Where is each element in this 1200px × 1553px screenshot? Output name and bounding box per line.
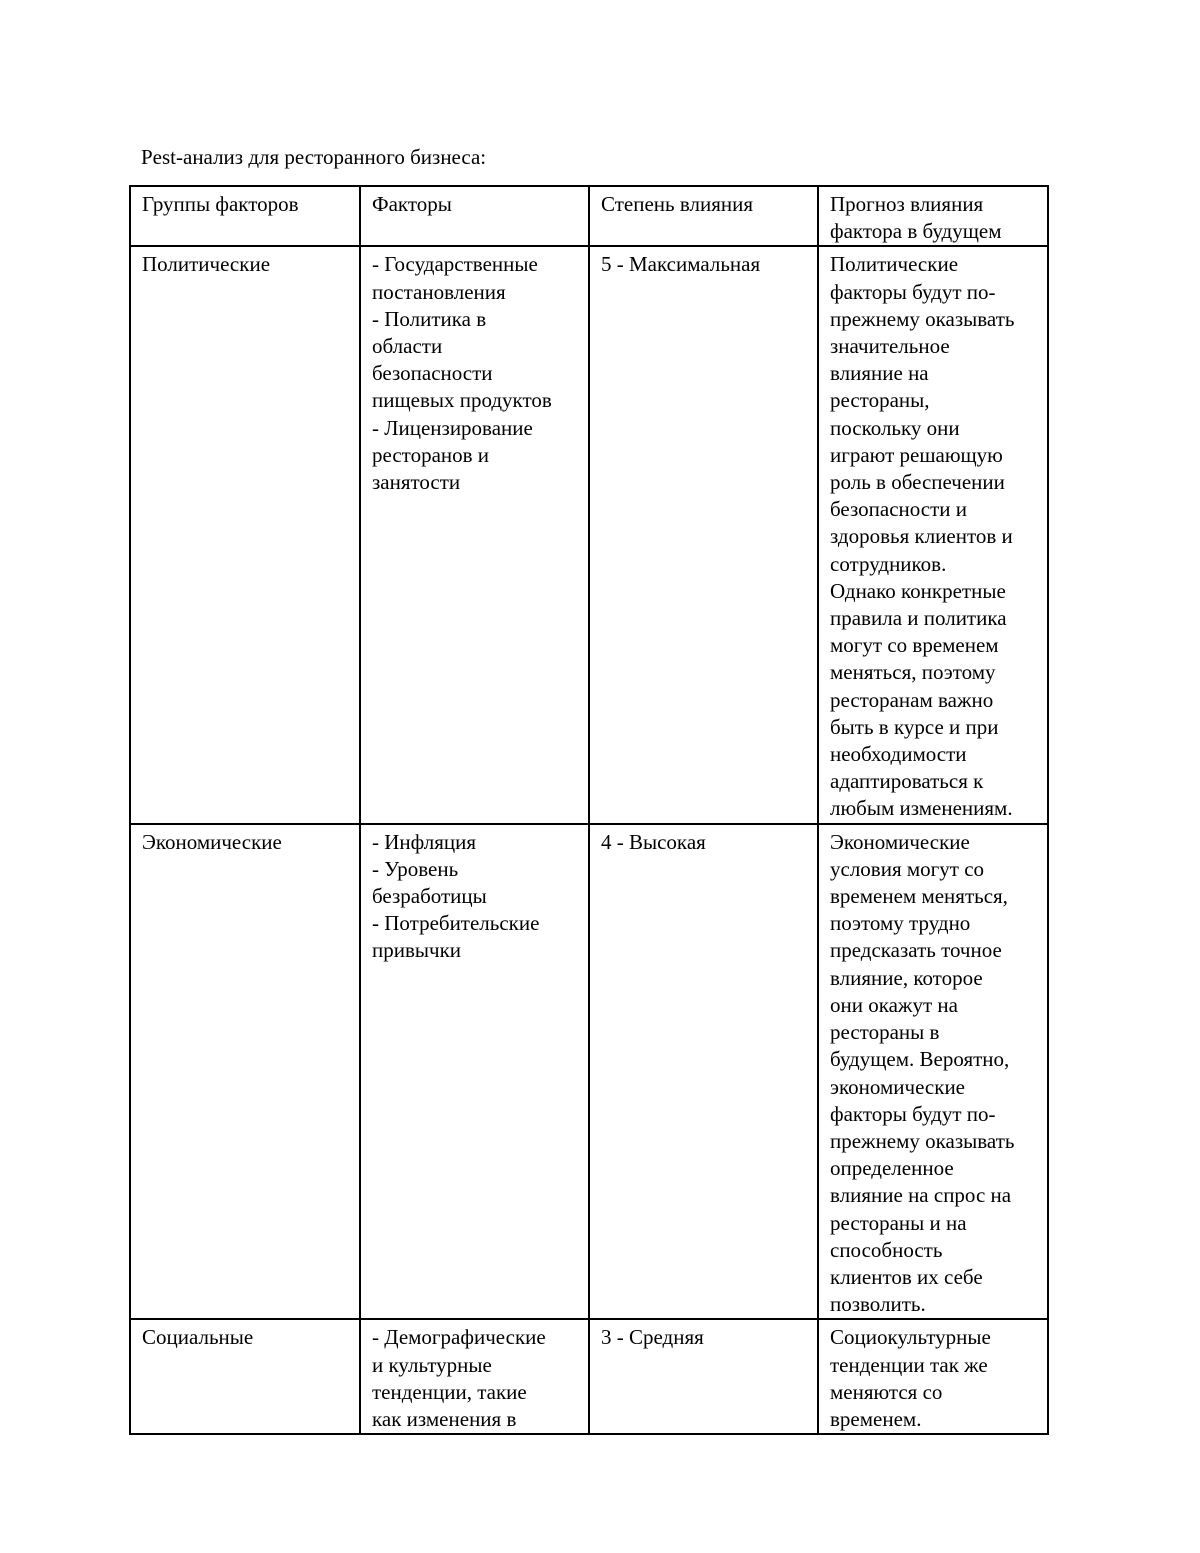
cell-line: Социокультурные xyxy=(830,1325,991,1350)
cell-line: быть в курсе и при xyxy=(830,714,999,739)
cell-line: - Инфляция xyxy=(372,829,477,854)
cell-line: необходимости xyxy=(830,742,967,767)
header-cell-groups xyxy=(130,186,360,246)
cell-line: здоровья клиентов и xyxy=(830,524,1013,549)
header-cell-forecast xyxy=(818,186,1048,246)
cell-line: они окажут на xyxy=(830,992,958,1017)
factors-cell xyxy=(360,246,589,823)
cell-line: - Демографические xyxy=(372,1325,546,1350)
cell-line: факторы будут по- xyxy=(830,1101,996,1126)
cell-line: временем. xyxy=(830,1406,922,1431)
cell-line: 5 - Максимальная xyxy=(601,252,761,277)
cell-line: будущем. Вероятно, xyxy=(830,1047,1010,1072)
cell-line: рестораны в xyxy=(830,1020,940,1045)
cell-line: рестораны и на xyxy=(830,1210,967,1235)
cell-line: роль в обеспечении xyxy=(830,470,1005,495)
cell-line: влияние на спрос на xyxy=(830,1183,1012,1208)
cell-line: сотрудников. xyxy=(830,551,947,576)
cell-line: ресторанов и xyxy=(372,442,490,467)
cell-line: тенденции, такие xyxy=(372,1379,527,1404)
cell-line: влияние, которое xyxy=(830,965,983,990)
cell-line: тенденции так же xyxy=(830,1352,988,1377)
cell-line: и культурные xyxy=(372,1352,492,1377)
cell-line: экономические xyxy=(830,1074,966,1099)
cell-line: правила и политика xyxy=(830,606,1007,631)
cell-line: Факторы xyxy=(372,192,452,216)
cell-line: безработицы xyxy=(372,884,487,909)
group-cell xyxy=(130,824,360,1320)
cell-line: Степень влияния xyxy=(601,192,754,216)
cell-line: безопасности и xyxy=(830,497,968,522)
cell-line: области xyxy=(372,334,443,359)
cell-line: клиентов их себе xyxy=(830,1264,983,1289)
cell-line: - Лицензирование xyxy=(372,415,533,440)
cell-line: меняются со xyxy=(830,1379,943,1404)
pest-table xyxy=(129,185,1049,1435)
cell-line: занятости xyxy=(372,470,461,495)
cell-line: - Уровень xyxy=(372,856,459,881)
cell-line: способность xyxy=(830,1237,943,1262)
cell-line: определенное xyxy=(830,1156,954,1181)
cell-line: поскольку они xyxy=(830,415,960,440)
factors-cell xyxy=(360,824,589,1320)
table-header-row xyxy=(130,186,1048,246)
cell-line: рестораны, xyxy=(830,388,930,413)
header-cell-impact xyxy=(589,186,818,246)
cell-line: Социальные xyxy=(142,1325,254,1350)
group-cell xyxy=(130,246,360,823)
cell-line: любым изменениям. xyxy=(830,796,1013,821)
forecast-cell xyxy=(818,1319,1048,1434)
cell-line: Группы факторов xyxy=(142,192,299,216)
cell-line: постановления xyxy=(372,279,506,304)
cell-line: пищевых продуктов xyxy=(372,388,552,413)
cell-line: значительное xyxy=(830,334,950,359)
cell-line: поэтому трудно xyxy=(830,911,971,936)
cell-line: ресторанам важно xyxy=(830,687,994,712)
impact-cell xyxy=(589,1319,818,1434)
cell-line: адаптироваться к xyxy=(830,769,984,794)
cell-line: привычки xyxy=(372,938,462,963)
table-row xyxy=(130,824,1048,1320)
cell-line: временем меняться, xyxy=(830,884,1008,909)
cell-line: Экономические xyxy=(830,829,970,854)
cell-line: Политические xyxy=(830,252,959,277)
cell-line: безопасности xyxy=(372,361,493,386)
table-row xyxy=(130,1319,1048,1434)
cell-line: 4 - Высокая xyxy=(601,829,706,854)
cell-line: 3 - Средняя xyxy=(601,1325,704,1350)
header-cell-factors xyxy=(360,186,589,246)
cell-line: Экономические xyxy=(142,829,282,854)
cell-line: предсказать точное xyxy=(830,938,1002,963)
cell-line: - Государственные xyxy=(372,252,538,277)
cell-line: меняться, поэтому xyxy=(830,660,996,685)
group-cell xyxy=(130,1319,360,1434)
cell-line: - Потребительские xyxy=(372,911,540,936)
cell-line: факторы будут по- xyxy=(830,279,996,304)
impact-cell xyxy=(589,246,818,823)
factors-cell xyxy=(360,1319,589,1434)
cell-line: позволить. xyxy=(830,1292,926,1317)
cell-line: могут со временем xyxy=(830,633,999,658)
page-title: Pest-анализ для ресторанного бизнеса: xyxy=(141,145,487,169)
cell-line: прежнему оказывать xyxy=(830,1128,1015,1153)
cell-line: играют решающую xyxy=(830,442,1003,467)
cell-line: как изменения в xyxy=(372,1406,517,1431)
cell-line: Прогноз влияния xyxy=(830,192,984,216)
cell-line: прежнему оказывать xyxy=(830,306,1015,331)
forecast-cell xyxy=(818,824,1048,1320)
cell-line: - Политика в xyxy=(372,306,487,331)
cell-line: Однако конкретные xyxy=(830,578,1006,603)
impact-cell xyxy=(589,824,818,1320)
cell-line: влияние на xyxy=(830,361,929,386)
forecast-cell xyxy=(818,246,1048,823)
table-row xyxy=(130,246,1048,823)
cell-line: фактора в будущем xyxy=(830,219,1002,244)
cell-line: условия могут со xyxy=(830,856,985,881)
cell-line: Политические xyxy=(142,252,271,277)
